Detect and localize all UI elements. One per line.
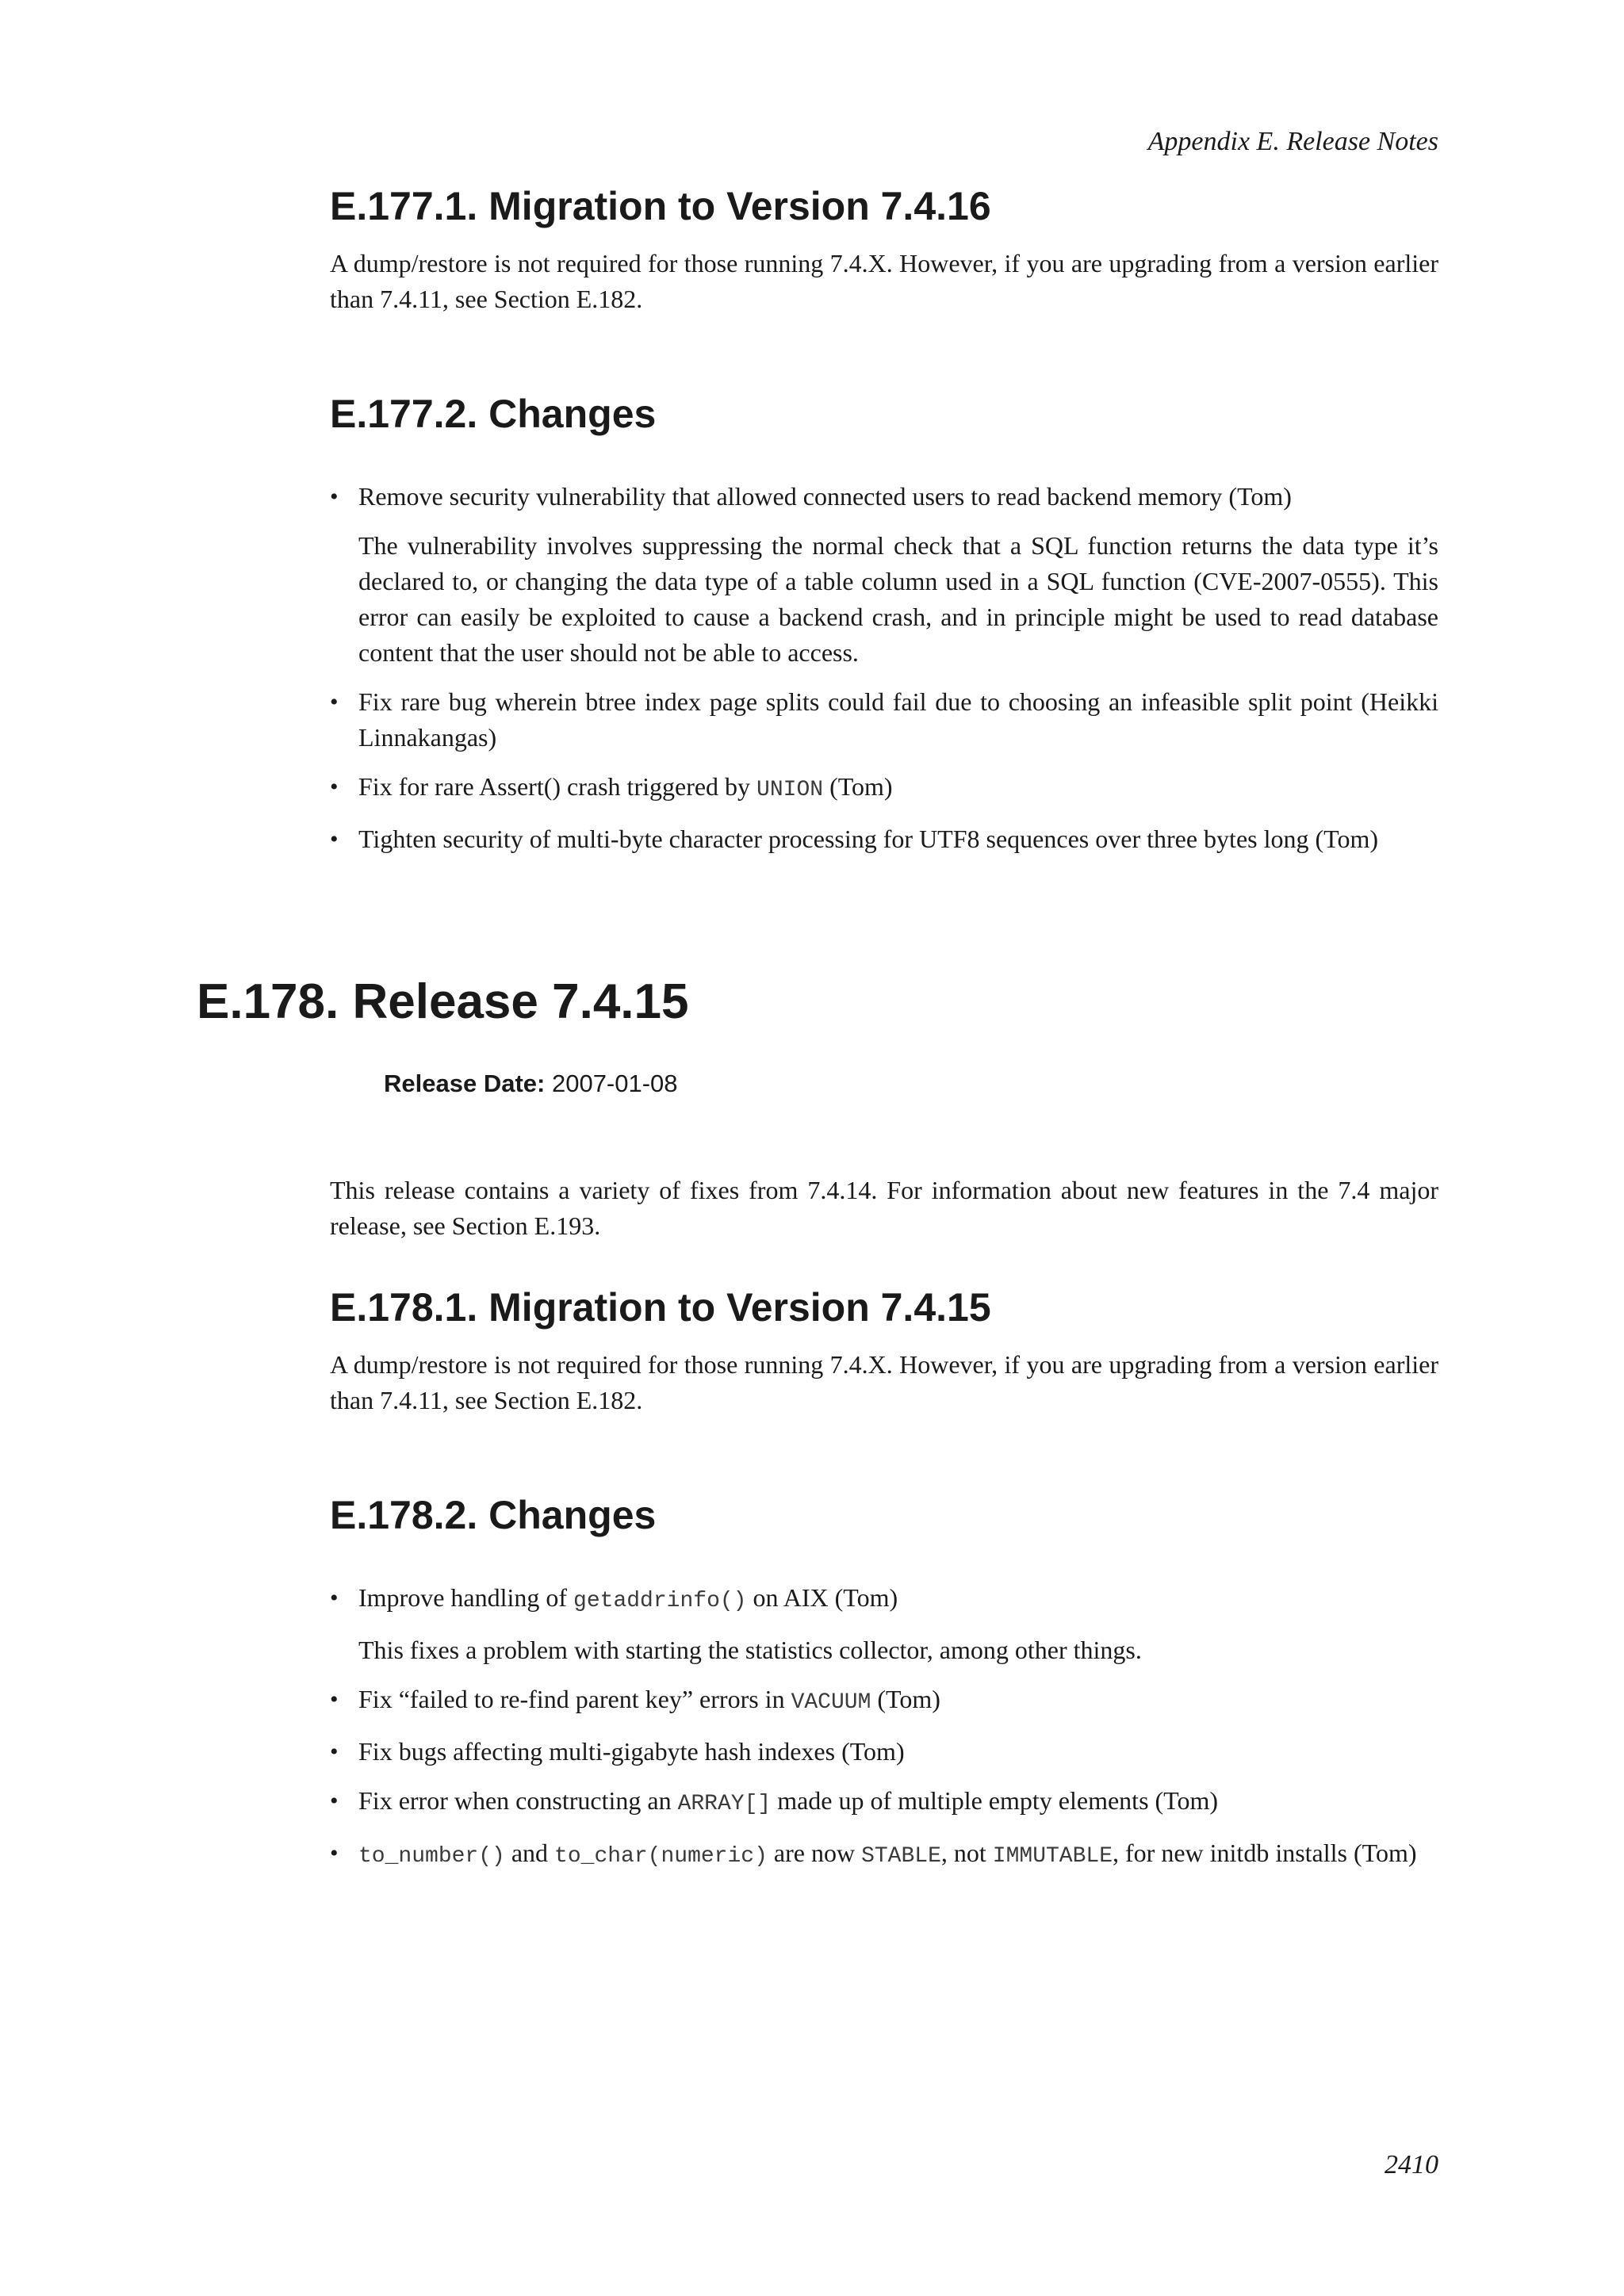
text-span: Fix “failed to re-find parent key” errors in bbox=[358, 1685, 791, 1714]
migration-7-4-16-body: A dump/restore is not required for those running 7.4.X. However, if you are upgrading from a version earlier than 7.4.11, see Section E.182. bbox=[330, 249, 1438, 313]
list-item bbox=[330, 479, 1438, 671]
list-item bbox=[330, 769, 1438, 808]
release-date-label: Release Date: bbox=[384, 1070, 546, 1098]
list-item-text bbox=[358, 1783, 1438, 1822]
list-item bbox=[330, 1835, 1438, 1874]
list-item-text: • Fix bugs affecting multi-gigabyte hash indexes (Tom) bbox=[358, 1737, 905, 1766]
text-span: (Tom) bbox=[871, 1685, 940, 1714]
text-span: Fix error when constructing an bbox=[358, 1786, 678, 1816]
section-heading-migration-7-4-16: E.177.1. Migration to Version 7.4.16 bbox=[330, 184, 991, 228]
list-item-detail: This fixes a problem with starting the statistics collector, among other things. bbox=[358, 1636, 1142, 1665]
release-intro: This release contains a variety of fixes from 7.4.14. For information about new features in the 7.4 major release, see Section E.193. bbox=[330, 1176, 1438, 1241]
text-span: are now bbox=[767, 1839, 862, 1868]
release-date bbox=[384, 1070, 1438, 1098]
list-item bbox=[330, 1783, 1438, 1822]
list-item-text: • Tighten security of multi-byte character processing for UTF8 sequences over three bytes long (Tom) bbox=[358, 825, 1378, 853]
page-number: 2410 bbox=[1385, 2150, 1438, 2179]
list-item-text: • Fix rare bug wherein btree index page splits could fail due to choosing an infeasible split point (Heikki Linnakangas) bbox=[358, 687, 1438, 752]
text-span: and bbox=[504, 1839, 555, 1868]
changes-list-7-4-15 bbox=[330, 1580, 1438, 1874]
list-item-text bbox=[358, 769, 1438, 808]
list-item bbox=[330, 1580, 1438, 1668]
list-item bbox=[330, 684, 1438, 756]
text-span: Improve handling of bbox=[358, 1583, 574, 1613]
text-span: on AIX (Tom) bbox=[746, 1583, 898, 1613]
text-span: , not bbox=[940, 1839, 993, 1868]
list-item-detail: The vulnerability involves suppressing the normal check that a SQL function returns the data type it’s declared to, or changing the data type of a table column used in a SQL function (CVE-2007-0555). This error can easily be exploited to cause a backend crash, and in principle might be used to read database content that the user should not be able to access. bbox=[358, 531, 1438, 667]
code-immutable: IMMUTABLE bbox=[992, 1844, 1113, 1869]
section-heading-changes-7-4-15: E.178.2. Changes bbox=[330, 1493, 657, 1538]
text-span: , for new initdb installs (Tom) bbox=[1113, 1839, 1417, 1868]
list-item-text bbox=[358, 1682, 1438, 1720]
chapter-heading-release-7-4-15: E.178. Release 7.4.15 bbox=[197, 974, 689, 1029]
list-item-text bbox=[358, 1835, 1438, 1874]
page-content bbox=[197, 182, 1438, 1888]
text-span: made up of multiple empty elements (Tom) bbox=[771, 1786, 1219, 1816]
code-array: ARRAY[] bbox=[677, 1792, 772, 1817]
section-heading-migration-7-4-15: E.178.1. Migration to Version 7.4.15 bbox=[330, 1285, 991, 1330]
migration-7-4-15-body: A dump/restore is not required for those running 7.4.X. However, if you are upgrading from a version earlier than 7.4.11, see Section E.182. bbox=[330, 1350, 1438, 1415]
list-item bbox=[330, 1682, 1438, 1720]
running-header: Appendix E. Release Notes bbox=[1147, 127, 1438, 156]
release-date-value: 2007-01-08 bbox=[551, 1070, 678, 1098]
changes-list-7-4-16 bbox=[330, 479, 1438, 857]
text-span: Fix for rare Assert() crash triggered by bbox=[358, 772, 757, 801]
list-item-text bbox=[358, 1580, 1438, 1619]
code-to-number: to_number() bbox=[358, 1844, 505, 1869]
code-union: UNION bbox=[756, 778, 824, 802]
list-item bbox=[330, 821, 1438, 857]
code-to-char: to_char(numeric) bbox=[554, 1844, 768, 1869]
list-item-text: • Remove security vulnerability that allowed connected users to read backend memory (Tom) bbox=[358, 482, 1292, 511]
text-span: (Tom) bbox=[823, 772, 893, 801]
list-item bbox=[330, 1734, 1438, 1770]
code-getaddrinfo: getaddrinfo() bbox=[573, 1589, 747, 1614]
section-heading-changes-7-4-16: E.177.2. Changes bbox=[330, 392, 657, 436]
code-vacuum: VACUUM bbox=[791, 1690, 871, 1716]
code-stable: STABLE bbox=[861, 1844, 941, 1869]
